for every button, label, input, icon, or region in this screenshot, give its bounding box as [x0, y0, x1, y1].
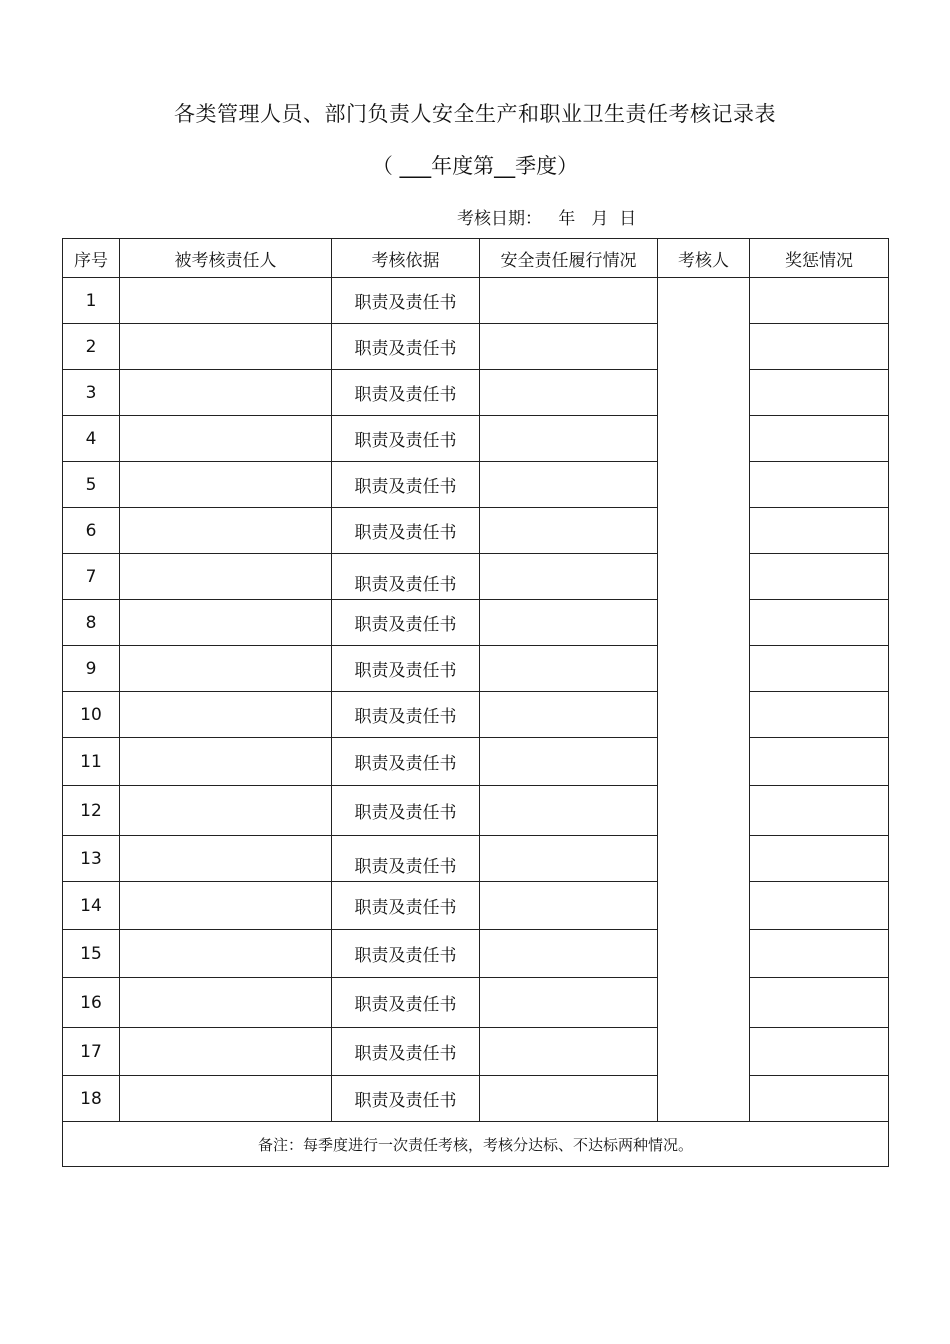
- table-header-row: [63, 239, 889, 278]
- assessee-cell[interactable]: [120, 978, 332, 1028]
- basis-cell: 职责及责任书: [332, 600, 480, 646]
- table-row: [63, 508, 889, 554]
- performance-cell[interactable]: [480, 554, 658, 600]
- header-assessor: 考核人: [658, 239, 750, 278]
- reward-penalty-cell[interactable]: [750, 786, 889, 836]
- row-number: 16: [63, 978, 120, 1028]
- row-number: 2: [63, 324, 120, 370]
- assessee-cell[interactable]: [120, 462, 332, 508]
- basis-cell: 职责及责任书: [332, 646, 480, 692]
- basis-cell: 职责及责任书: [332, 554, 480, 600]
- row-number: 4: [63, 416, 120, 462]
- table-row: [63, 370, 889, 416]
- basis-cell: 职责及责任书: [332, 1076, 480, 1122]
- table-row: [63, 692, 889, 738]
- performance-cell[interactable]: [480, 1076, 658, 1122]
- row-number: 11: [63, 738, 120, 786]
- row-number: 7: [63, 554, 120, 600]
- header-performance: 安全责任履行情况: [480, 239, 658, 278]
- table-row: [63, 1028, 889, 1076]
- assessor-cell[interactable]: [658, 278, 750, 1122]
- reward-penalty-cell[interactable]: [750, 930, 889, 978]
- assessee-cell[interactable]: [120, 882, 332, 930]
- assessee-cell[interactable]: [120, 692, 332, 738]
- remark-note: 备注：每季度进行一次责任考核，考核分达标、不达标两种情况。: [63, 1122, 889, 1167]
- performance-cell[interactable]: [480, 508, 658, 554]
- basis-cell: 职责及责任书: [332, 882, 480, 930]
- assessee-cell[interactable]: [120, 508, 332, 554]
- table-row: [63, 786, 889, 836]
- basis-cell: 职责及责任书: [332, 692, 480, 738]
- reward-penalty-cell[interactable]: [750, 462, 889, 508]
- reward-penalty-cell[interactable]: [750, 978, 889, 1028]
- table-row: [63, 646, 889, 692]
- row-number: 9: [63, 646, 120, 692]
- table-row: [63, 462, 889, 508]
- reward-penalty-cell[interactable]: [750, 324, 889, 370]
- performance-cell[interactable]: [480, 462, 658, 508]
- header-basis: 考核依据: [332, 239, 480, 278]
- assessee-cell[interactable]: [120, 1076, 332, 1122]
- header-assessee: 被考核责任人: [120, 239, 332, 278]
- table-row: [63, 738, 889, 786]
- assessee-cell[interactable]: [120, 554, 332, 600]
- table-row: [63, 836, 889, 882]
- reward-penalty-cell[interactable]: [750, 1076, 889, 1122]
- assessee-cell[interactable]: [120, 786, 332, 836]
- reward-penalty-cell[interactable]: [750, 738, 889, 786]
- table-row: [63, 416, 889, 462]
- performance-cell[interactable]: [480, 600, 658, 646]
- row-number: 15: [63, 930, 120, 978]
- table-body: [63, 278, 889, 1167]
- basis-cell: 职责及责任书: [332, 930, 480, 978]
- performance-cell[interactable]: [480, 836, 658, 882]
- reward-penalty-cell[interactable]: [750, 508, 889, 554]
- performance-cell[interactable]: [480, 930, 658, 978]
- assessment-record-table: [62, 238, 889, 1167]
- row-number: 17: [63, 1028, 120, 1076]
- basis-cell: 职责及责任书: [332, 786, 480, 836]
- basis-cell: 职责及责任书: [332, 836, 480, 882]
- performance-cell[interactable]: [480, 692, 658, 738]
- reward-penalty-cell[interactable]: [750, 416, 889, 462]
- row-number: 12: [63, 786, 120, 836]
- assessee-cell[interactable]: [120, 930, 332, 978]
- document-title: 各类管理人员、部门负责人安全生产和职业卫生责任考核记录表: [174, 102, 776, 126]
- reward-penalty-cell[interactable]: [750, 600, 889, 646]
- reward-penalty-cell[interactable]: [750, 836, 889, 882]
- row-number: 18: [63, 1076, 120, 1122]
- performance-cell[interactable]: [480, 324, 658, 370]
- assessee-cell[interactable]: [120, 600, 332, 646]
- table-row: [63, 930, 889, 978]
- basis-cell: 职责及责任书: [332, 278, 480, 324]
- assessee-cell[interactable]: [120, 370, 332, 416]
- performance-cell[interactable]: [480, 978, 658, 1028]
- basis-cell: 职责及责任书: [332, 978, 480, 1028]
- row-number: 3: [63, 370, 120, 416]
- row-number: 6: [63, 508, 120, 554]
- basis-cell: 职责及责任书: [332, 738, 480, 786]
- table-row: [63, 600, 889, 646]
- performance-cell[interactable]: [480, 646, 658, 692]
- basis-cell: 职责及责任书: [332, 324, 480, 370]
- performance-cell[interactable]: [480, 370, 658, 416]
- reward-penalty-cell[interactable]: [750, 1028, 889, 1076]
- row-number: 10: [63, 692, 120, 738]
- performance-cell[interactable]: [480, 738, 658, 786]
- basis-cell: 职责及责任书: [332, 416, 480, 462]
- assessee-cell[interactable]: [120, 278, 332, 324]
- table-row: [63, 554, 889, 600]
- reward-penalty-cell[interactable]: [750, 646, 889, 692]
- header-seq: 序号: [63, 239, 120, 278]
- assessee-cell[interactable]: [120, 324, 332, 370]
- reward-penalty-cell[interactable]: [750, 554, 889, 600]
- assessee-cell[interactable]: [120, 646, 332, 692]
- performance-cell[interactable]: [480, 1028, 658, 1076]
- assessee-cell[interactable]: [120, 738, 332, 786]
- reward-penalty-cell[interactable]: [750, 278, 889, 324]
- table-row: [63, 1076, 889, 1122]
- assessment-date: 考核日期： 年 月 日: [457, 209, 637, 229]
- performance-cell[interactable]: [480, 882, 658, 930]
- table-row: [63, 324, 889, 370]
- performance-cell[interactable]: [480, 786, 658, 836]
- assessee-cell[interactable]: [120, 416, 332, 462]
- basis-cell: 职责及责任书: [332, 370, 480, 416]
- row-number: 1: [63, 278, 120, 324]
- assessee-cell[interactable]: [120, 1028, 332, 1076]
- row-number: 13: [63, 836, 120, 882]
- basis-cell: 职责及责任书: [332, 508, 480, 554]
- reward-penalty-cell[interactable]: [750, 882, 889, 930]
- reward-penalty-cell[interactable]: [750, 692, 889, 738]
- row-number: 8: [63, 600, 120, 646]
- header-reward-penalty: 奖惩情况: [750, 239, 889, 278]
- row-number: 14: [63, 882, 120, 930]
- document-subtitle: （ ___年度第__季度）: [371, 154, 579, 178]
- table-row: [63, 278, 889, 324]
- basis-cell: 职责及责任书: [332, 1028, 480, 1076]
- table-row: [63, 978, 889, 1028]
- note-row: [63, 1122, 889, 1167]
- performance-cell[interactable]: [480, 416, 658, 462]
- basis-cell: 职责及责任书: [332, 462, 480, 508]
- row-number: 5: [63, 462, 120, 508]
- reward-penalty-cell[interactable]: [750, 370, 889, 416]
- performance-cell[interactable]: [480, 278, 658, 324]
- table-row: [63, 882, 889, 930]
- assessee-cell[interactable]: [120, 836, 332, 882]
